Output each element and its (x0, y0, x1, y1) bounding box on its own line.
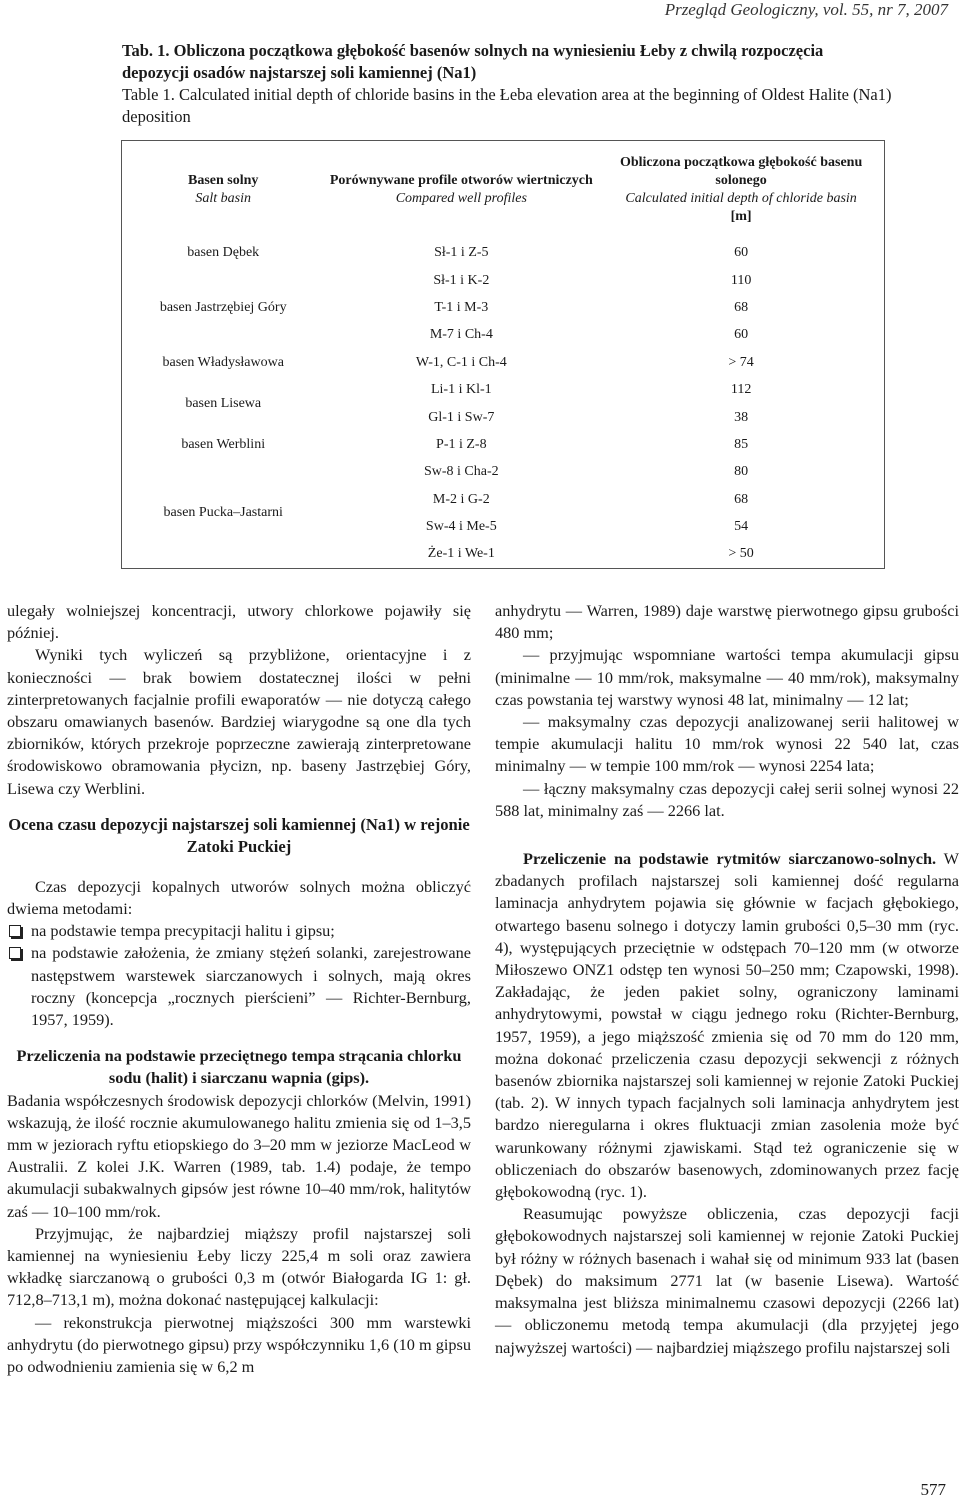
paragraph: — maksymalny czas depozycji analizowanej serii halitowej w tempie akumulacji halitu 10 mm/rok wynosi 22 540 lat, czas minimalny — w tempie 100 mm/rok — wynosi 2254 lata; (495, 712, 959, 776)
list-item (7, 920, 471, 942)
profiles-cell: M-2 i G-2 (432, 491, 490, 507)
profiles-cell: P-1 i Z-8 (436, 436, 487, 452)
depth-cell: > 74 (728, 354, 754, 370)
basin-cell: basen Pucka–Jastarni (163, 505, 283, 521)
paragraph-text: W zbadanych profilach najstarszej soli kamiennej dość regularna laminacja anhydrytem pojawia się głównie w facjach głębokiego, otwartego basenu solnego i dotyczy lamin grubości 0,5–30 mm (ryc. 4), występujących przeciętnie w odstępach 70–120 mm (w otworze Miłoszewo ONZ1 odstęp ten wynosi 50–250 mm; Czapowski, 1998). Zakładając, że jeden pakiet solny, ograniczony laminami anhydrytowymi, powstał w ciągu jednego roku (Richter-Bernburg, 1957, 1959), a jego miąższość zmienia się od 70 mm do 120 mm, można dokonać przeliczenia czasu depozycji sekwencji z różnych basenów zbiornika najstarszej soli kamiennej w rejonie Zatoki Puckiej (tab. 2). W innych typach facjalnych soli laminacja anhydrytem jest bardzo nieregularna i okres fluktuacji zmian zasolenia może być warunkowany różnymi zjawiskami. Stąd też ograniczenie się w obliczeniach do obszarów basenowych, zdominowanych przez fację głębokowodną (ryc. 1). (495, 849, 959, 1202)
col1-pl: Basen solny (188, 173, 259, 188)
paragraph: Przyjmując, że najbardziej miąższy profil najstarszej soli kamiennej na wyniesieniu Łeby liczy 225,4 m soli oraz zawiera wkładkę siarczanową o grubości 0,3 m (otwór Białogarda IG 1: gł. 712,8–713,1 m), można dokonać następującej kalkulacji: (7, 1223, 471, 1310)
salt-basin-table (121, 140, 885, 569)
col1-en: Salt basin (195, 191, 252, 206)
paragraph: ulegały wolniejszej koncentracji, utwory chlorkowe pojawiły się później. (7, 601, 471, 643)
checkbox-bullet-icon (9, 947, 21, 959)
col3-unit: [m] (730, 209, 752, 224)
left-column (7, 600, 471, 1378)
depth-cell: 112 (730, 382, 752, 398)
basin-cell: basen Jastrzębiej Góry (159, 299, 287, 315)
profiles-cell: M-7 i Ch-4 (429, 327, 493, 343)
list-item-text: na podstawie tempa precypitacji halitu i gipsu; (31, 921, 335, 941)
col3-en: Calculated initial depth of chloride basin (625, 191, 857, 206)
caption-english: Table 1. Calculated initial depth of chloride basins in the Łeba elevation area at the beginning of Oldest Halite (Na1) deposition (122, 85, 892, 126)
journal-header: Przegląd Geologiczny, vol. 55, nr 7, 2007 (664, 0, 948, 19)
table-row (122, 458, 885, 485)
basin-cell: basen Dębek (187, 245, 260, 261)
paragraph: Badania współczesnych środowisk depozycji chlorków (Melvin, 1991) wskazują, że ilość rocznie akumulowanego halitu zmienia się od 1–3,5 mm w jeziorach ryftu etiopskiego do 3–20 mm w jeziorze MacLeod w Australii. Z kolei J.K. Warren (1989, tab. 1.4) podaje, że tempo akumulacji subakwalnych gipsów jest równe 10–40 mm/rok, halitytów zaś — 10–100 mm/rok. (7, 1090, 471, 1221)
col-header-profiles (324, 141, 598, 240)
paragraph (495, 848, 959, 1203)
col2-en: Compared well profiles (395, 191, 527, 206)
depth-cell: 60 (734, 327, 749, 343)
depth-cell: > 50 (728, 546, 754, 562)
profiles-cell: Sw-8 i Cha-2 (423, 464, 499, 480)
col3-pl: Obliczona początkowa głębokość basenu solonego (619, 155, 863, 188)
subsection-heading-text: Przeliczenia na podstawie przeciętnego tempa strącania chlorku sodu (halit) i siarczanu wapnia (gips). (16, 1046, 462, 1088)
depth-cell: 54 (734, 519, 749, 535)
caption-polish: Tab. 1. Obliczona początkowa głębokość basenów solnych na wyniesieniu Łeby z chwilą rozpoczęcia depozycji osadów najstarszej soli kamiennej (Na1) (122, 41, 824, 82)
depth-cell: 68 (734, 299, 749, 315)
profiles-cell: Gl-1 i Sw-7 (428, 409, 495, 425)
profiles-cell: T-1 i M-3 (434, 299, 489, 315)
col-header-depth (598, 141, 884, 240)
paragraph: Reasumując powyższe obliczenia, czas depozycji facji głębokowodnych najstarszej soli kamiennej w rejonie Zatoki Puckiej był różny w różnych basenach i wahał się od minimum 933 lat (basen Dębek) do maksimum 2771 lat (w basenie Lisewa). Wartość maksymalna jest bliższa minimalnemu czasowi depozycji (2266 lat) — obliczonemu metodą tempa akumulacji (dla przyjętej jego najwyższej wartości) — najbardziej miąższego profilu najstarszej soli (495, 1204, 959, 1357)
depth-cell: 68 (734, 491, 749, 507)
page-number: 577 (920, 1480, 946, 1499)
paragraph: Wyniki tych wyliczeń są przybliżone, orientacyjne i z konieczności — brak bowiem dostatecznej ilości w pełni zinterpretowanych facjalnie profili ewaporatów — nie dotyczą całego obszaru omawianych basenów. Bardziej wiarygodne są one dla tych zbiorników, których przekroje poprzeczne zawierają zinterpretowane środowiskowo obramowania płycizn, np. baseny Jastrzębiej Góry, Lisewa czy Werblini. (7, 645, 471, 798)
depth-cell: 60 (734, 245, 749, 261)
basin-cell: basen Władysławowa (162, 354, 284, 370)
table-row (122, 431, 885, 458)
subsection-heading: Przeliczenie na podstawie rytmitów siarczanowo-solnych. (523, 849, 937, 869)
profiles-cell: Że-1 i We-1 (427, 546, 495, 562)
table-caption (122, 40, 892, 128)
paragraph: — łączny maksymalny czas depozycji całej serii solnej wynosi 22 588 lat, minimalny zaś — 2266 lat. (495, 778, 959, 820)
table-row (122, 349, 885, 376)
profiles-cell: Li-1 i Kl-1 (430, 382, 492, 398)
depth-cell: 80 (734, 464, 749, 480)
list-item (7, 942, 471, 1031)
paragraph: — rekonstrukcja pierwotnej miąższości 300 mm warstewki anhydrytu (do pierwotnego gipsu) przy współczynniku 1,6 (10 m gipsu po odwodnieniu zamienia się w 6,2 m (7, 1312, 471, 1377)
depth-cell: 38 (734, 409, 749, 425)
profiles-cell: W-1, C-1 i Ch-4 (415, 354, 507, 370)
profiles-cell: Sw-4 i Me-5 (425, 519, 497, 535)
table-row (122, 239, 885, 266)
table-row (122, 266, 885, 293)
depth-cell: 85 (734, 436, 749, 452)
depth-cell: 110 (730, 272, 752, 288)
profiles-cell: Sł-1 i Z-5 (434, 245, 489, 261)
checkbox-bullet-icon (9, 925, 21, 937)
method-list (7, 920, 471, 1031)
right-column (495, 600, 959, 1359)
table-header-row (122, 141, 885, 240)
table-row (122, 376, 885, 403)
list-item-text: na podstawie założenia, że zmiany stężeń solanki, zarejestrowane następstwem warstewek siarczanowych i solnych, mają okres roczny (koncepcja „rocznych pierścieni” — Richter-Bernburg, 1957, 1959). (31, 943, 471, 1030)
section-heading: Ocena czasu depozycji najstarszej soli kamiennej (Na1) w rejonie Zatoki Puckiej (8, 814, 470, 856)
profiles-cell: Sł-1 i K-2 (433, 272, 490, 288)
col-header-basin (122, 141, 325, 240)
basin-cell: basen Lisewa (185, 395, 262, 411)
paragraph: anhydrytu — Warren, 1989) daje warstwę pierwotnego gipsu grubości 480 mm; (495, 601, 959, 643)
subsection-heading (7, 1045, 471, 1089)
paragraph: Czas depozycji kopalnych utworów solnych można obliczyć dwiema metodami: (7, 876, 471, 919)
col2-pl: Porównywane profile otworów wiertniczych (329, 173, 593, 188)
paragraph: — przyjmując wspomniane wartości tempa akumulacji gipsu (minimalne — 10 mm/rok, maksymalne — 40 mm/rok), maksymalny czas powstania tej warstwy wynosi 48 lat, minimalny — 12 lat; (495, 645, 959, 709)
basin-cell: basen Werblini (181, 436, 266, 452)
